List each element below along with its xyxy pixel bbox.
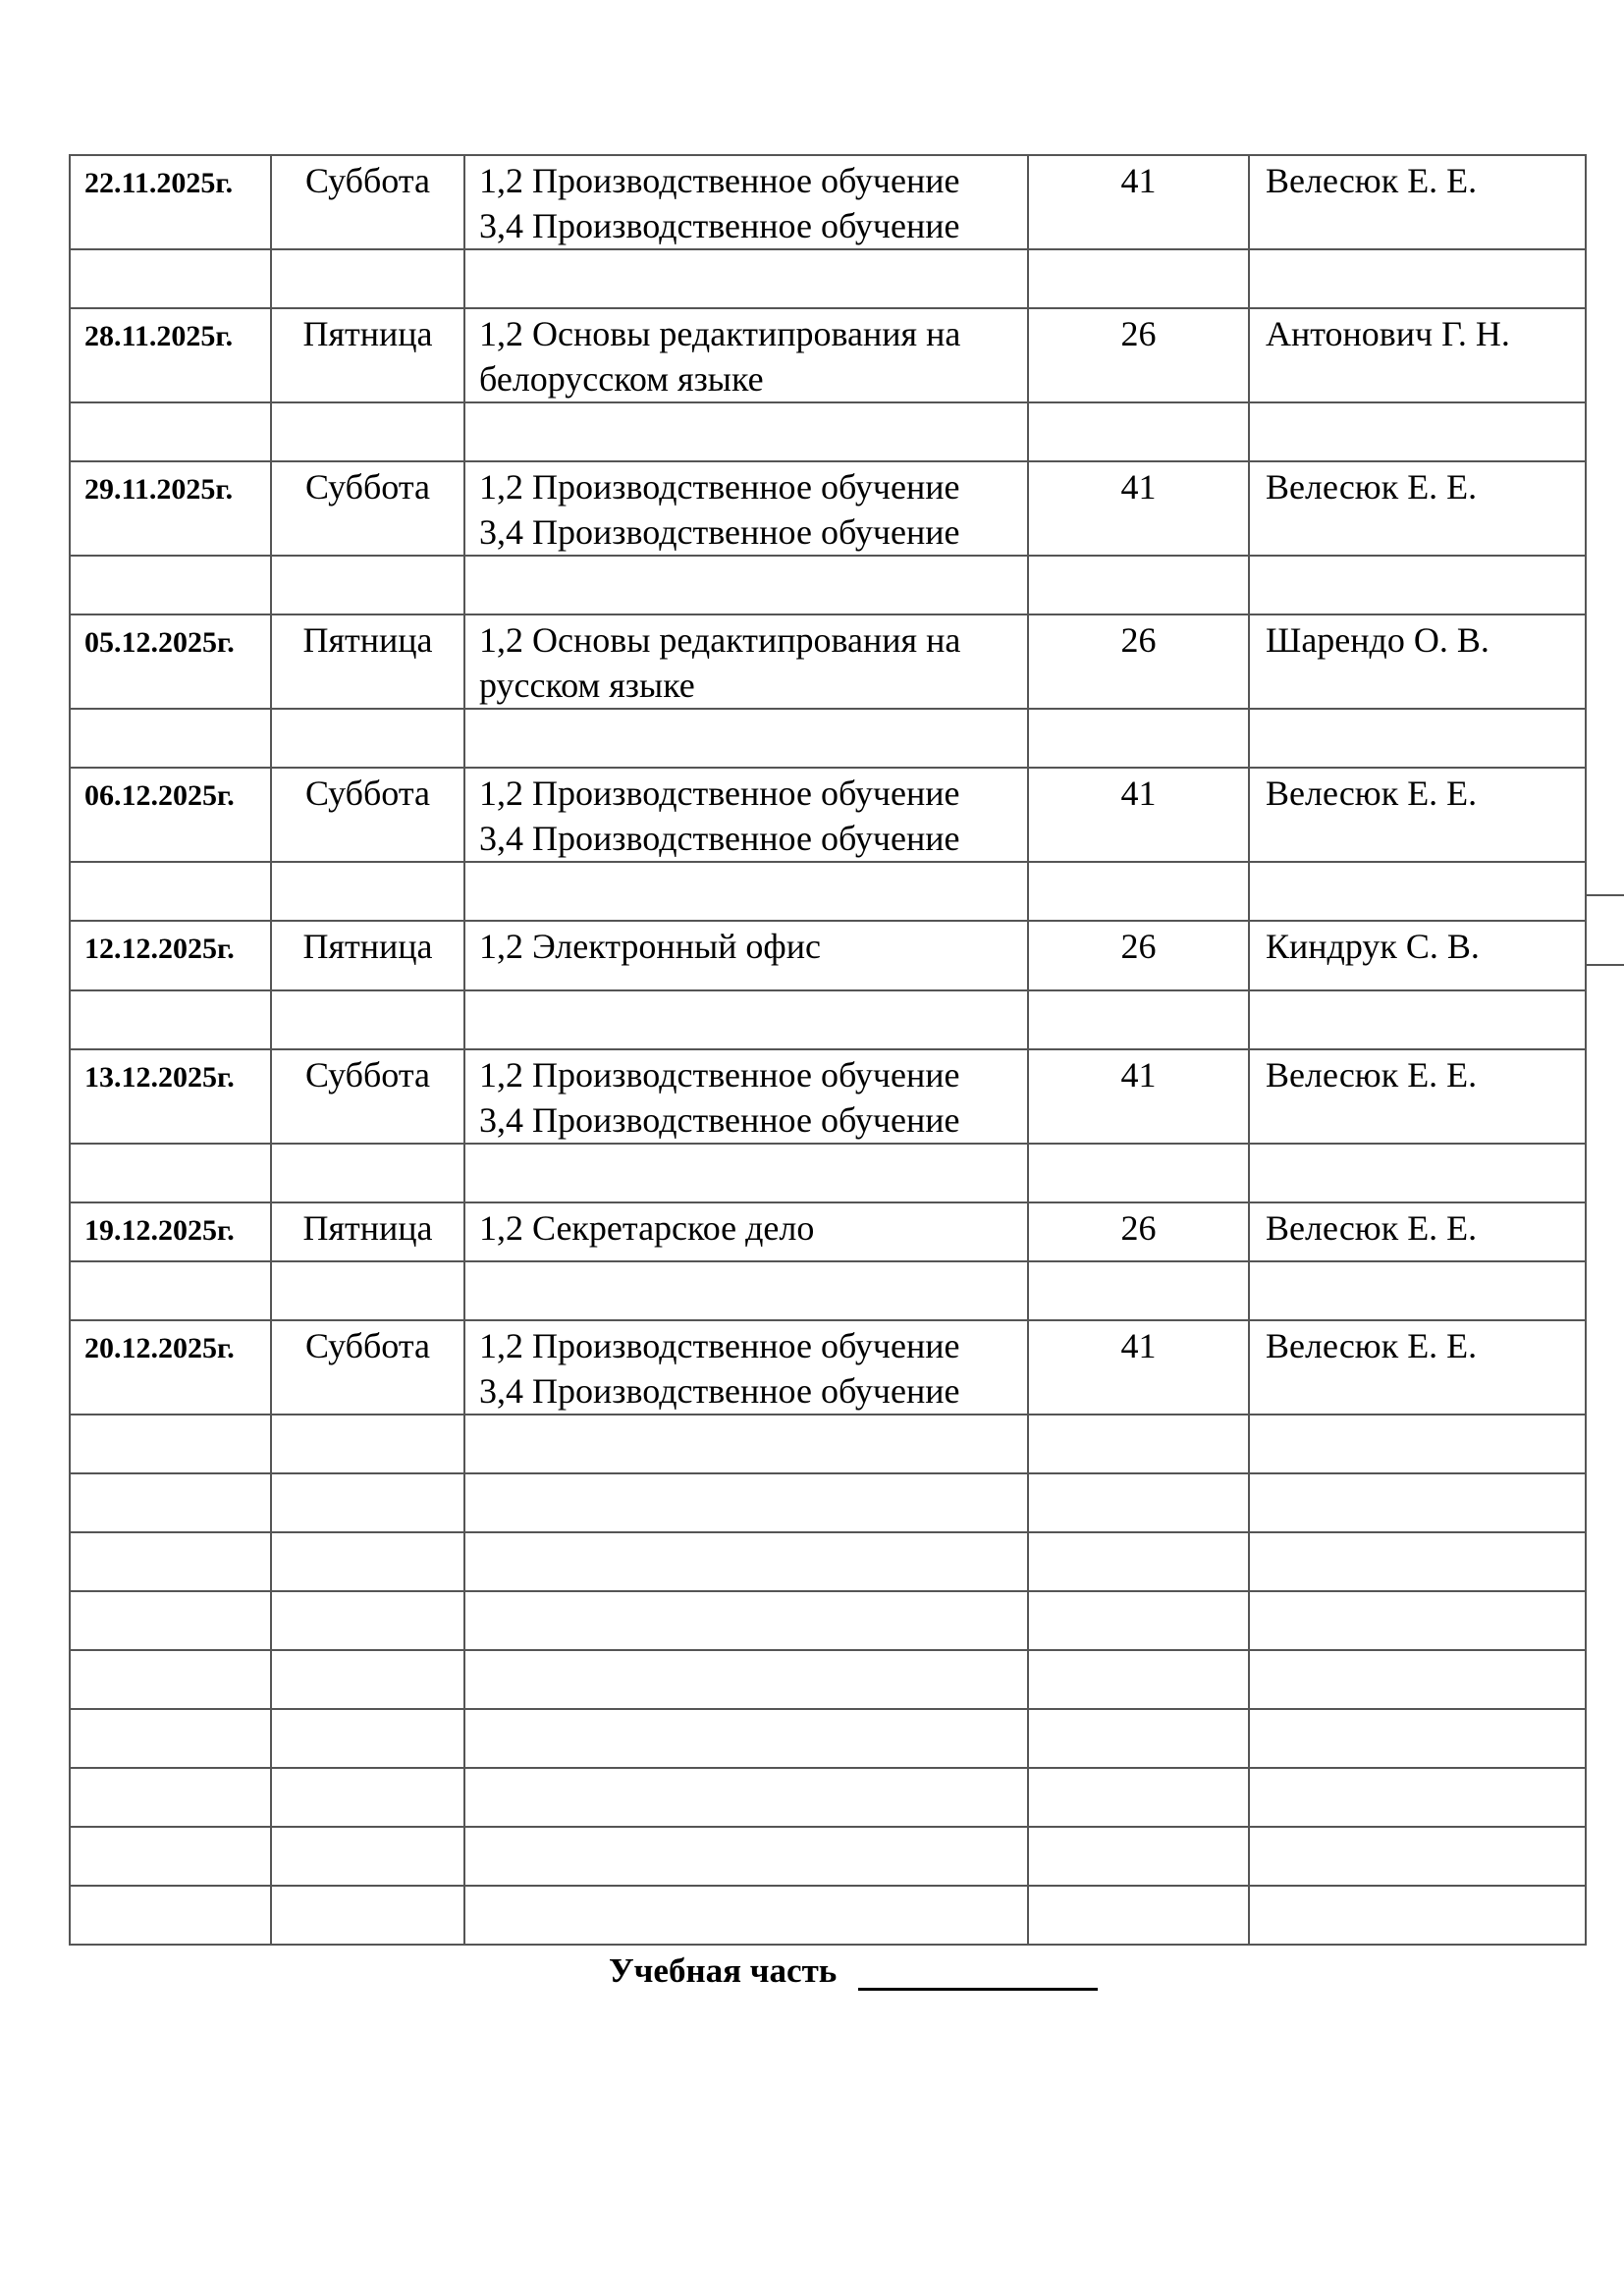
signature-line (858, 1952, 1098, 1991)
subject-line: 3,4 Производственное обучение (479, 512, 960, 552)
subject-line: русском языке (479, 666, 695, 705)
teacher-cell: Велесюк Е. Е. (1249, 1202, 1586, 1261)
table-row (70, 768, 1586, 862)
weekday-cell: Суббота (271, 461, 464, 556)
table-row (70, 921, 1586, 990)
table-row (70, 1320, 1586, 1415)
signature-label: Учебная часть (609, 1951, 838, 1990)
table-row (70, 1049, 1586, 1144)
empty-row (70, 249, 1586, 308)
room-cell: 41 (1028, 768, 1249, 862)
date-cell: 19.12.2025г. (70, 1202, 271, 1261)
subject-cell (464, 1320, 1028, 1415)
weekday-cell: Суббота (271, 768, 464, 862)
empty-row (70, 1261, 1586, 1320)
teacher-cell: Велесюк Е. Е. (1249, 155, 1586, 249)
empty-row (70, 1144, 1586, 1202)
subject-cell (464, 1049, 1028, 1144)
weekday-cell: Пятница (271, 614, 464, 709)
border-stub (1585, 964, 1624, 966)
teacher-cell: Антонович Г. Н. (1249, 308, 1586, 402)
subject-line: 1,2 Производственное обучение (479, 161, 960, 200)
date-cell: 13.12.2025г. (70, 1049, 271, 1144)
empty-row (70, 1415, 1586, 1473)
teacher-cell: Велесюк Е. Е. (1249, 461, 1586, 556)
empty-row (70, 402, 1586, 461)
subject-line: 3,4 Производственное обучение (479, 206, 960, 245)
room-cell: 41 (1028, 155, 1249, 249)
weekday-cell: Суббота (271, 1049, 464, 1144)
date-cell: 22.11.2025г. (70, 155, 271, 249)
room-cell: 26 (1028, 921, 1249, 990)
subject-line: 1,2 Производственное обучение (479, 1055, 960, 1095)
subject-cell (464, 461, 1028, 556)
table-row (70, 155, 1586, 249)
date-cell: 20.12.2025г. (70, 1320, 271, 1415)
table-row (70, 1202, 1586, 1261)
table-row (70, 614, 1586, 709)
weekday-cell: Пятница (271, 921, 464, 990)
subject-line: 1,2 Производственное обучение (479, 467, 960, 507)
signature-block (609, 1951, 1098, 1991)
teacher-cell: Шарендо О. В. (1249, 614, 1586, 709)
subject-line: 1,2 Электронный офис (479, 927, 821, 966)
subject-line: 3,4 Производственное обучение (479, 819, 960, 858)
room-cell: 41 (1028, 1049, 1249, 1144)
subject-line: 3,4 Производственное обучение (479, 1100, 960, 1140)
empty-row (70, 1591, 1586, 1650)
empty-row (70, 862, 1586, 921)
teacher-cell: Велесюк Е. Е. (1249, 1320, 1586, 1415)
teacher-cell: Киндрук С. В. (1249, 921, 1586, 990)
table-row (70, 308, 1586, 402)
weekday-cell: Пятница (271, 308, 464, 402)
empty-row (70, 1650, 1586, 1709)
subject-line: 1,2 Основы редактипрования на (479, 314, 961, 353)
schedule-table (69, 154, 1587, 1946)
border-stub (1585, 894, 1624, 896)
date-cell: 12.12.2025г. (70, 921, 271, 990)
empty-row (70, 1886, 1586, 1945)
empty-row (70, 1827, 1586, 1886)
room-cell: 26 (1028, 1202, 1249, 1261)
room-cell: 26 (1028, 614, 1249, 709)
room-cell: 26 (1028, 308, 1249, 402)
weekday-cell: Пятница (271, 1202, 464, 1261)
empty-row (70, 990, 1586, 1049)
subject-line: 3,4 Производственное обучение (479, 1371, 960, 1411)
empty-row (70, 1768, 1586, 1827)
subject-line: 1,2 Производственное обучение (479, 774, 960, 813)
weekday-cell: Суббота (271, 155, 464, 249)
empty-row (70, 1473, 1586, 1532)
subject-cell (464, 614, 1028, 709)
empty-row (70, 709, 1586, 768)
empty-row (70, 556, 1586, 614)
table-row (70, 461, 1586, 556)
teacher-cell: Велесюк Е. Е. (1249, 1049, 1586, 1144)
date-cell: 06.12.2025г. (70, 768, 271, 862)
subject-line: 1,2 Основы редактипрования на (479, 620, 961, 660)
subject-cell (464, 155, 1028, 249)
subject-cell (464, 308, 1028, 402)
subject-cell (464, 921, 1028, 990)
empty-row (70, 1532, 1586, 1591)
subject-cell (464, 768, 1028, 862)
weekday-cell: Суббота (271, 1320, 464, 1415)
subject-line: 1,2 Секретарское дело (479, 1208, 815, 1248)
date-cell: 28.11.2025г. (70, 308, 271, 402)
empty-row (70, 1709, 1586, 1768)
room-cell: 41 (1028, 1320, 1249, 1415)
subject-line: 1,2 Производственное обучение (479, 1326, 960, 1365)
subject-line: белорусском языке (479, 359, 764, 399)
teacher-cell: Велесюк Е. Е. (1249, 768, 1586, 862)
date-cell: 05.12.2025г. (70, 614, 271, 709)
date-cell: 29.11.2025г. (70, 461, 271, 556)
room-cell: 41 (1028, 461, 1249, 556)
subject-cell (464, 1202, 1028, 1261)
